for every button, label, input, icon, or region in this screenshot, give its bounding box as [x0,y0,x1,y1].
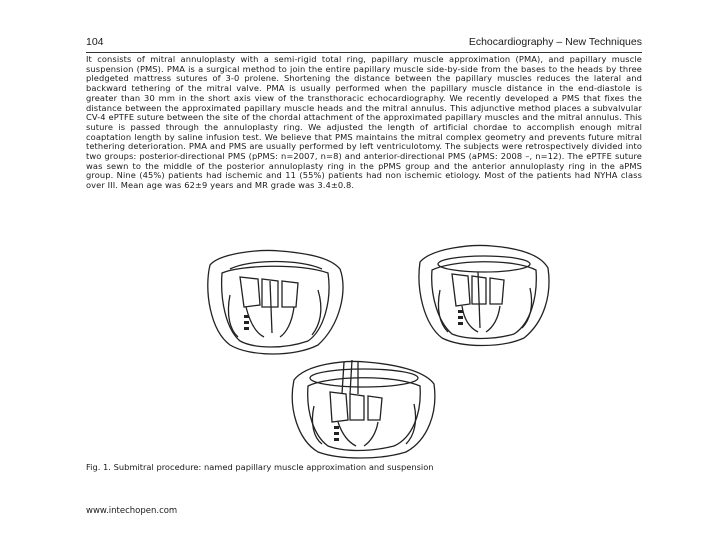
footer-url: www.intechopen.com [86,506,178,516]
heart-illustration-left [200,245,350,357]
heart-illustration-center [284,354,444,460]
book-title: Echocardiography – New Techniques [468,36,642,48]
page-number: 104 [86,36,104,48]
heart-illustration-right [412,240,554,348]
body-paragraph: It consists of mitral annuloplasty with a semi-rigid total ring, papillary muscle approximation (PMA), and papillary muscle suspension (PMS). PMA is a surgical method to join the entire papillary muscle side-by-side from the bases to the heads by three pledgeted mattress sutures of 3-0 prolene. Shortening the distance between the papillary muscles reduces the lateral and backward tethering of the mitral valve. PMA is usually performed when the papillary muscle distance in the end-diastole is greater than 30 mm in the short axis view of the transthoracic echocardiography. We recently developed a PMS that fixes the distance between the approximated papillary muscle heads and the mitral annulus. This adjunctive method places a subvalvular CV-4 ePTFE suture between the site of the chordal attachment of the approximated papillary muscles and the mitral annulus. This suture is passed through the annuloplasty ring. We adjusted the length of artificial chordae to accomplish enough mitral coaptation length by saline infusion test. We believe that PMS maintains the mitral complex geometry and prevents future mitral tethering deterioration. PMA and PMS are usually performed by left ventriculotomy. The subjects were retrospectively divided into two groups: posterior-directional PMS (pPMS: n=2007, n=8) and anterior-directional PMS (aPMS: 2008 –, n=12). The ePTFE suture was sewn to the middle of the posterior annuloplasty ring in the pPMS group and the anterior annuloplasty ring in the aPMS group. Nine (45%) patients had ischemic and 11 (55%) patients had non ischemic etiology. Most of the patients had NYHA class over III. Mean age was 62±9 years and MR grade was 3.4±0.8. [86,54,642,191]
header-rule [86,52,642,53]
page-header [86,36,642,52]
figure-caption: Fig. 1. Submitral procedure: named papillary muscle approximation and suspension [86,462,434,472]
